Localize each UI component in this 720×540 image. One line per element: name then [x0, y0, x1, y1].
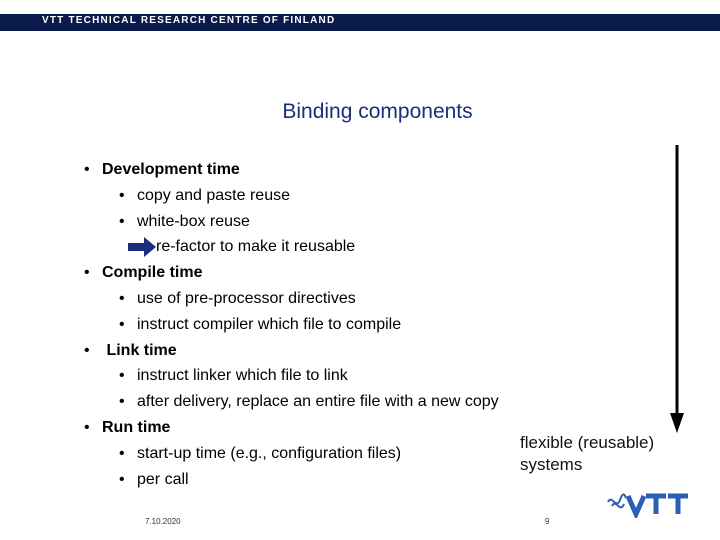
bullet-marker: • — [119, 186, 125, 204]
list-item — [84, 264, 202, 282]
list-item-text: white-box reuse — [137, 212, 250, 230]
bullet-marker: • — [119, 393, 125, 411]
list-item — [119, 367, 348, 385]
list-item — [119, 393, 499, 411]
list-item — [119, 213, 250, 231]
list-item-text: instruct linker which file to link — [137, 367, 348, 385]
page-number: 9 — [545, 517, 550, 526]
list-item-text: instruct compiler which file to compile — [137, 315, 402, 333]
bullet-marker: • — [84, 341, 90, 359]
list-item-text: Development time — [102, 161, 240, 178]
list-item-text: per call — [137, 470, 189, 488]
list-item-text: use of pre-processor directives — [137, 290, 356, 307]
bullet-marker: • — [84, 264, 90, 282]
flexible-annotation — [520, 432, 654, 476]
list-item — [119, 316, 401, 334]
list-item-text: start-up time (e.g., configuration files) — [137, 444, 402, 462]
list-item — [84, 419, 170, 437]
annotation-line-1: flexible (reusable) — [520, 433, 655, 452]
bullet-marker: • — [119, 444, 125, 462]
bullet-marker: • — [119, 470, 125, 488]
list-item-text: re-factor to make it reusable — [156, 238, 356, 256]
slide-title: Binding components — [282, 100, 473, 123]
list-item — [119, 187, 290, 205]
down-arrow-icon — [665, 145, 689, 435]
list-item — [119, 290, 356, 308]
vtt-logo — [606, 488, 690, 518]
list-item-text: copy and paste reuse — [137, 186, 290, 204]
list-item-text: Link time — [102, 341, 177, 359]
bullet-marker: • — [119, 315, 125, 333]
org-name: VTT TECHNICAL RESEARCH CENTRE OF FINLAND — [42, 15, 336, 26]
list-item-text: after delivery, replace an entire file with a new copy — [137, 393, 499, 411]
bullet-marker: • — [119, 290, 125, 307]
bullet-marker: • — [84, 419, 90, 436]
footer-date: 7.10.2020 — [145, 517, 181, 526]
bullet-marker: • — [119, 367, 125, 385]
list-item — [84, 161, 240, 179]
list-item-text: Run time — [102, 419, 171, 436]
list-item-text: Compile time — [102, 264, 203, 282]
bullet-marker: • — [84, 161, 90, 178]
right-arrow-icon — [128, 236, 158, 258]
bullet-marker: • — [119, 212, 125, 230]
annotation-line-2: systems — [520, 455, 583, 474]
list-item — [119, 445, 401, 463]
list-item — [156, 238, 355, 256]
header-bar — [0, 0, 720, 32]
list-item — [84, 342, 177, 360]
list-item — [119, 471, 189, 489]
